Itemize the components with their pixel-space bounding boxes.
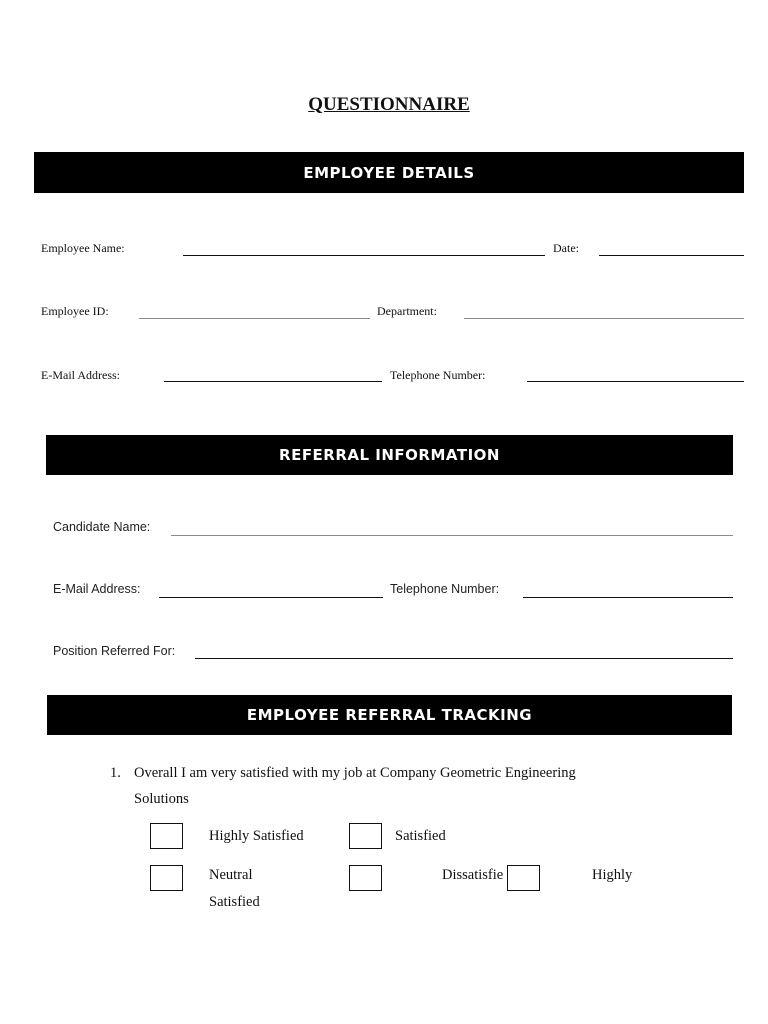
highly-dissatisfied-label: Highly: [592, 867, 633, 883]
question-number: 1.: [110, 765, 121, 781]
position-referred-label: Position Referred For:: [53, 644, 176, 658]
candidate-telephone-field[interactable]: [523, 597, 733, 598]
satisfied-checkbox[interactable]: [349, 823, 382, 849]
date-field[interactable]: [599, 255, 744, 256]
employee-id-label: Employee ID:: [41, 304, 109, 318]
dissatisfied-checkbox[interactable]: [507, 865, 540, 891]
neutral-label: Neutral: [209, 867, 253, 883]
employee-email-field[interactable]: [164, 381, 382, 382]
candidate-email-field[interactable]: [159, 597, 383, 598]
employee-telephone-field[interactable]: [527, 381, 744, 382]
satisfied-label: Satisfied: [395, 828, 446, 844]
highly-satisfied-checkbox[interactable]: [150, 823, 183, 849]
candidate-name-field[interactable]: [171, 535, 733, 536]
candidate-name-label: Candidate Name:: [53, 520, 151, 534]
department-label: Department:: [377, 304, 437, 318]
neutral-right-checkbox[interactable]: [349, 865, 382, 891]
referral-tracking-header: [47, 695, 732, 735]
department-field[interactable]: [464, 318, 744, 319]
referral-information-heading: REFERRAL INFORMATION: [279, 446, 500, 464]
question-text-line2: Solutions: [134, 791, 189, 807]
position-referred-field[interactable]: [195, 658, 733, 659]
satisfied-wrap-label: Satisfied: [209, 894, 260, 910]
employee-details-heading: EMPLOYEE DETAILS: [303, 163, 475, 182]
question-text-line1: Overall I am very satisfied with my job at Company Geometric Engineering: [134, 765, 576, 781]
employee-details-header: [34, 152, 744, 193]
employee-telephone-label: Telephone Number:: [390, 368, 486, 382]
highly-satisfied-label: Highly Satisfied: [209, 828, 304, 844]
candidate-email-label: E-Mail Address:: [53, 582, 141, 596]
neutral-checkbox[interactable]: [150, 865, 183, 891]
dissatisfied-label: Dissatisfie: [442, 867, 504, 883]
employee-id-field[interactable]: [139, 318, 370, 319]
date-label: Date:: [553, 241, 579, 255]
employee-email-label: E-Mail Address:: [41, 368, 120, 382]
referral-information-header: [46, 435, 733, 475]
employee-name-field[interactable]: [183, 255, 545, 256]
referral-tracking-heading: EMPLOYEE REFERRAL TRACKING: [246, 706, 533, 724]
employee-name-label: Employee Name:: [41, 241, 125, 255]
document-title: QUESTIONNAIRE: [308, 94, 470, 115]
candidate-telephone-label: Telephone Number:: [390, 582, 500, 596]
